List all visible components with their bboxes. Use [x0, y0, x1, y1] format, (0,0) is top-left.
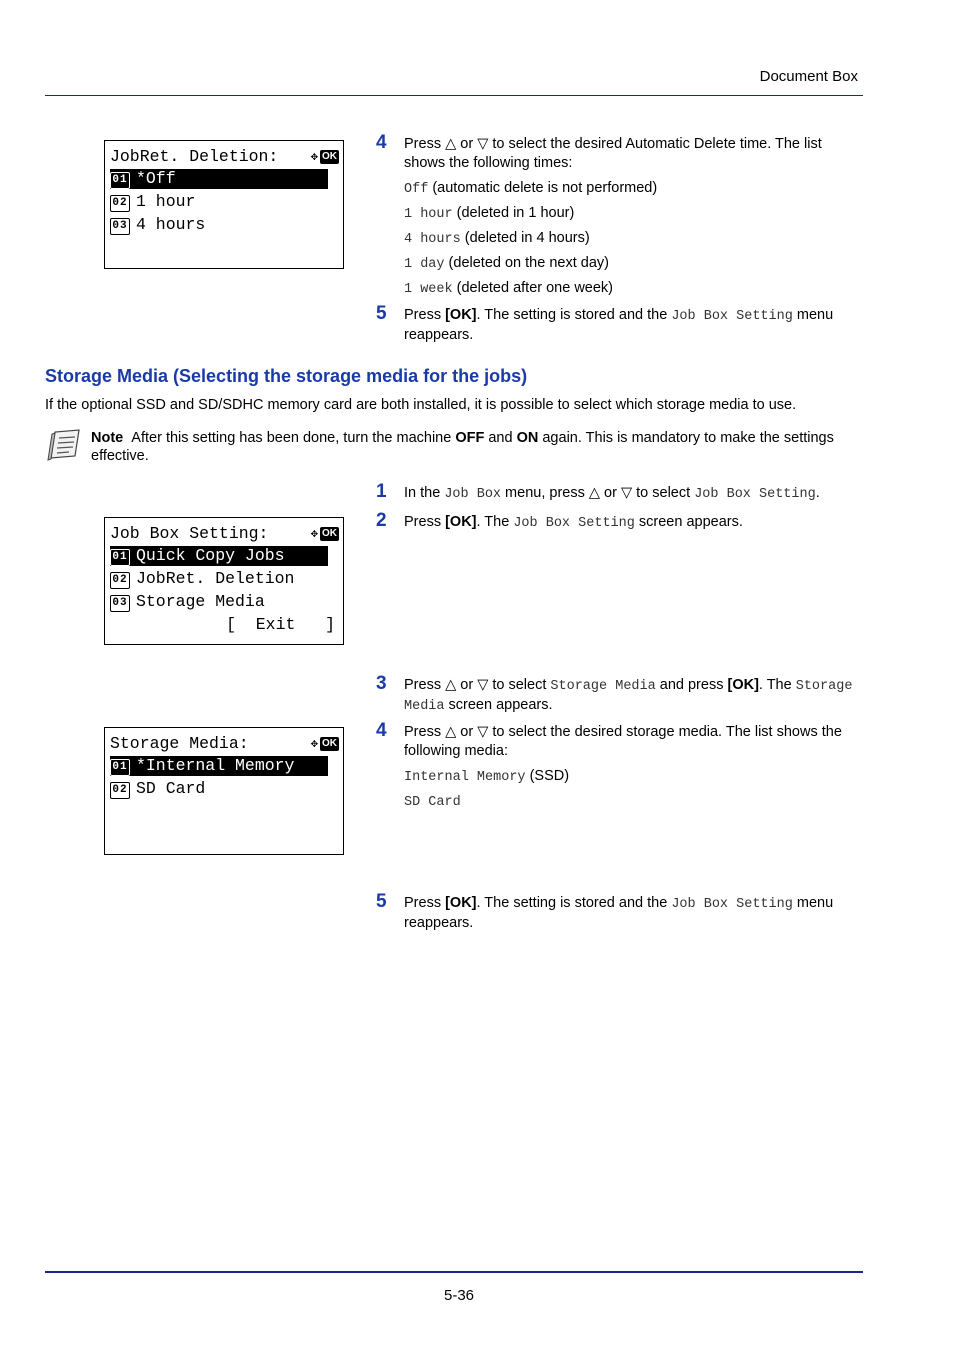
lcd-row: 03 4 hours [110, 215, 205, 235]
lcd-controls [311, 526, 339, 542]
header-rule [45, 95, 863, 96]
step-text: Press △ or ▽ to select the desired Automatic Delete time. The list shows the following times: [404, 136, 822, 171]
step-text: In the Job Box menu, press △ or ▽ to select Job Box Setting. [404, 485, 820, 502]
lcd-row: 02 SD Card [110, 779, 205, 799]
lcd-row: 02 JobRet. Deletion [110, 569, 294, 589]
lcd-storage-media [104, 727, 344, 855]
navigation-arrows-icon: ✥ [310, 737, 318, 751]
lcd-job-box-setting [104, 517, 344, 645]
option-item: 1 week (deleted after one week) [404, 280, 614, 297]
lcd-row-selected: 01 Quick Copy Jobs [110, 546, 328, 566]
footer-rule [45, 1271, 863, 1273]
section-heading: Storage Media (Selecting the storage media for the jobs) [45, 366, 528, 386]
ok-key-icon: OK [322, 528, 337, 539]
section-intro: If the optional SSD and SD/SDHC memory card are both installed, it is possible to select which storage media to use. [45, 397, 797, 413]
step-text: Press [OK]. The setting is stored and the Job Box Setting menu reappears. [404, 307, 834, 343]
lcd-row: 02 1 hour [110, 192, 195, 212]
lcd-jobret-deletion [104, 140, 344, 269]
step-number: 4 [376, 132, 387, 153]
option-item: Off (automatic delete is not performed) [404, 180, 658, 197]
note-icon [45, 428, 83, 462]
page-number: 5-36 [443, 1287, 475, 1304]
lcd-title: Job Box Setting: [110, 524, 269, 543]
option-item: 4 hours (deleted in 4 hours) [404, 230, 590, 247]
lcd-title: Storage Media: [110, 734, 249, 753]
lcd-row-selected: 01 *Internal Memory [110, 756, 328, 776]
step-number: 5 [376, 303, 387, 324]
navigation-arrows-icon: ✥ [310, 527, 318, 541]
lcd-controls [311, 149, 339, 165]
option-item: Internal Memory (SSD) [404, 768, 570, 785]
ok-key-icon: OK [322, 738, 337, 749]
running-header: Document Box [759, 68, 858, 85]
lcd-controls [311, 736, 339, 752]
step-text: Press [OK]. The setting is stored and the Job Box Setting menu reappears. [404, 895, 834, 931]
note-text: Note After this setting has been done, turn the machine OFF and ON again. This is mandatory to make the settings effective. [91, 430, 834, 464]
navigation-arrows-icon: ✥ [310, 150, 318, 164]
step-text: Press △ or ▽ to select the desired storage media. The list shows the following media: [404, 724, 842, 759]
step-number: 1 [376, 481, 387, 502]
ok-key-icon: OK [322, 151, 337, 162]
lcd-row-selected: 01 *Off [110, 169, 328, 189]
step-number: 5 [376, 891, 387, 912]
step-number: 2 [376, 510, 387, 531]
step-text: Press △ or ▽ to select Storage Media and press [OK]. The Storage Media screen appears. [404, 677, 853, 714]
lcd-exit-softkey: [ Exit ] [226, 615, 335, 634]
step-number: 4 [376, 720, 387, 741]
lcd-row: 03 Storage Media [110, 592, 265, 612]
option-item: 1 hour (deleted in 1 hour) [404, 205, 575, 222]
lcd-title: JobRet. Deletion: [110, 147, 279, 166]
step-number: 3 [376, 673, 387, 694]
step-text: Press [OK]. The Job Box Setting screen appears. [404, 514, 743, 531]
option-item: 1 day (deleted on the next day) [404, 255, 609, 272]
option-item: SD Card [404, 795, 461, 810]
